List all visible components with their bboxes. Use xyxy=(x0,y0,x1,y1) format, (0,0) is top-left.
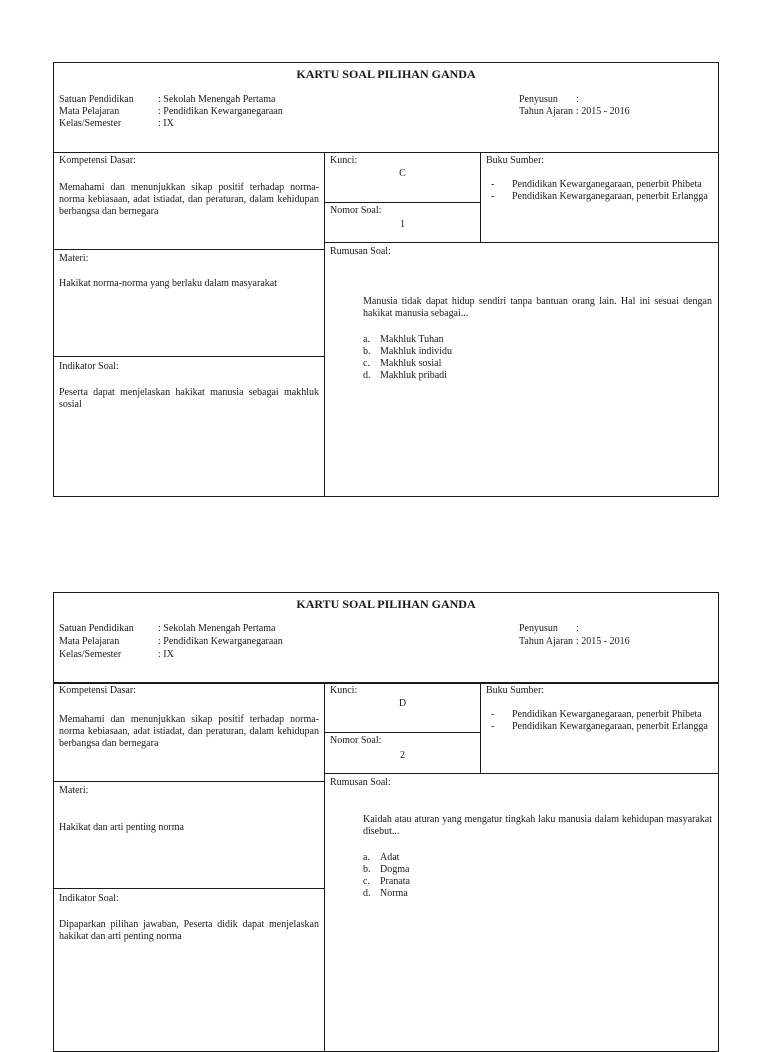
penyusun-row xyxy=(519,623,579,635)
tahun-label: Tahun Ajaran xyxy=(519,106,574,117)
options-list xyxy=(363,334,663,382)
kunci-value: D xyxy=(398,698,407,709)
option-item xyxy=(363,852,663,864)
buku-sumber-text: Pendidikan Kewarganegaraan, penerbit Erlangga xyxy=(512,191,708,202)
kelas-value: : IX xyxy=(158,649,174,660)
kompetensi-label: Kompetensi Dasar: xyxy=(59,685,136,696)
satuan-value: : Sekolah Menengah Pertama xyxy=(158,623,276,634)
penyusun-label: Penyusun xyxy=(519,623,558,634)
mapel-value: : Pendidikan Kewarganegaraan xyxy=(158,636,283,647)
card-title: KARTU SOAL PILIHAN GANDA xyxy=(296,597,476,611)
option-letter: a. xyxy=(363,334,370,345)
satuan-value: : Sekolah Menengah Pertama xyxy=(158,94,276,105)
option-letter: a. xyxy=(363,852,370,863)
option-item xyxy=(363,346,663,358)
mapel-label: Mata Pelajaran xyxy=(59,636,120,647)
buku-sumber-label: Buku Sumber: xyxy=(486,155,545,166)
rumusan-soal-label: Rumusan Soal: xyxy=(330,246,391,257)
options-list xyxy=(363,852,663,900)
buku-sumber-list xyxy=(491,709,716,733)
rumusan-soal-cell xyxy=(324,242,719,497)
indikator-cell xyxy=(53,356,325,497)
option-item xyxy=(363,370,663,382)
materi-cell xyxy=(53,781,325,889)
kelas-row xyxy=(59,649,174,661)
rumusan-soal-label: Rumusan Soal: xyxy=(330,777,391,788)
materi-label: Materi: xyxy=(59,785,89,796)
question-card-2 xyxy=(53,592,719,1052)
nomor-soal-cell xyxy=(324,202,481,243)
kunci-value: C xyxy=(399,168,406,179)
kunci-cell xyxy=(324,152,481,203)
indikator-text: Dipaparkan pilihan jawaban, Peserta didik dapat menjelaskan hakikat dan arti penting norma xyxy=(59,919,319,942)
indikator-label: Indikator Soal: xyxy=(59,893,119,904)
option-text: Makhluk individu xyxy=(380,346,452,357)
penyusun-value: : xyxy=(576,623,579,634)
option-text: Makhluk pribadi xyxy=(380,370,447,381)
buku-sumber-item xyxy=(491,191,716,203)
option-text: Norma xyxy=(380,888,408,899)
option-text: Dogma xyxy=(380,864,410,875)
buku-sumber-item xyxy=(491,179,716,191)
tahun-label: Tahun Ajaran xyxy=(519,636,574,647)
kompetensi-text: Memahami dan menunjukkan sikap positif terhadap norma-norma kebiasaan, adat istiadat, dan peraturan, dalam kehidupan berbangsa dan bernegara xyxy=(59,182,319,217)
option-letter: d. xyxy=(363,370,371,381)
indikator-text: Peserta dapat menjelaskan hakikat manusia sebagai makhluk sosial xyxy=(59,387,319,410)
tahun-row xyxy=(519,106,630,118)
materi-text: Hakikat dan arti penting norma xyxy=(59,822,184,833)
satuan-label: Satuan Pendidikan xyxy=(59,623,134,634)
mapel-value: : Pendidikan Kewarganegaraan xyxy=(158,106,283,117)
option-text: Makhluk sosial xyxy=(380,358,442,369)
kunci-label: Kunci: xyxy=(330,685,358,696)
satuan-row xyxy=(59,623,275,635)
indikator-cell xyxy=(53,888,325,1052)
buku-sumber-list xyxy=(491,179,716,203)
dash-bullet: - xyxy=(491,191,495,202)
option-letter: c. xyxy=(363,358,370,369)
kelas-label: Kelas/Semester xyxy=(59,649,122,660)
option-item xyxy=(363,358,663,370)
option-letter: c. xyxy=(363,876,370,887)
kelas-value: : IX xyxy=(158,118,174,129)
option-letter: b. xyxy=(363,864,371,875)
rumusan-soal-cell xyxy=(324,773,719,1052)
mapel-row xyxy=(59,636,283,648)
option-letter: d. xyxy=(363,888,371,899)
tahun-row xyxy=(519,636,630,648)
indikator-label: Indikator Soal: xyxy=(59,361,119,372)
kompetensi-cell xyxy=(53,152,325,250)
kelas-label: Kelas/Semester xyxy=(59,118,122,129)
mapel-label: Mata Pelajaran xyxy=(59,106,120,117)
tahun-value: : 2015 - 2016 xyxy=(576,636,630,647)
option-item xyxy=(363,864,663,876)
buku-sumber-text: Pendidikan Kewarganegaraan, penerbit Phibeta xyxy=(512,709,702,720)
buku-sumber-label: Buku Sumber: xyxy=(486,685,545,696)
buku-sumber-cell xyxy=(480,152,719,243)
kompetensi-cell xyxy=(53,682,325,782)
buku-sumber-text: Pendidikan Kewarganegaraan, penerbit Erlangga xyxy=(512,721,708,732)
kelas-row xyxy=(59,118,174,130)
kunci-label: Kunci: xyxy=(330,155,358,166)
nomor-soal-label: Nomor Soal: xyxy=(330,205,382,216)
question-card-1 xyxy=(53,62,719,497)
kunci-cell xyxy=(324,682,481,733)
question-text: Kaidah atau aturan yang mengatur tingkah laku manusia dalam kehidupan masyarakat disebut... xyxy=(363,814,712,837)
option-text: Adat xyxy=(380,852,400,863)
nomor-soal-cell xyxy=(324,732,481,774)
option-text: Pranata xyxy=(380,876,410,887)
card-header-box xyxy=(53,592,719,684)
kompetensi-text: Memahami dan menunjukkan sikap positif terhadap norma-norma kebiasaan, adat istiadat, dan peraturan, dalam kehidupan berbangsa dan bernegara xyxy=(59,714,319,749)
buku-sumber-text: Pendidikan Kewarganegaraan, penerbit Phibeta xyxy=(512,179,702,190)
dash-bullet: - xyxy=(491,709,495,720)
materi-cell xyxy=(53,249,325,357)
nomor-soal-value: 2 xyxy=(400,750,405,761)
penyusun-row xyxy=(519,94,579,106)
option-letter: b. xyxy=(363,346,371,357)
question-text: Manusia tidak dapat hidup sendiri tanpa bantuan orang lain. Hal ini sesuai dengan hakikat manusia sebagai... xyxy=(363,296,712,319)
buku-sumber-item xyxy=(491,721,716,733)
card-header-box xyxy=(53,62,719,153)
buku-sumber-cell xyxy=(480,682,719,774)
dash-bullet: - xyxy=(491,179,495,190)
mapel-row xyxy=(59,106,283,118)
materi-label: Materi: xyxy=(59,253,89,264)
option-item xyxy=(363,334,663,346)
tahun-value: : 2015 - 2016 xyxy=(576,106,630,117)
option-text: Makhluk Tuhan xyxy=(380,334,444,345)
buku-sumber-item xyxy=(491,709,716,721)
materi-text: Hakikat norma-norma yang berlaku dalam masyarakat xyxy=(59,278,277,289)
option-item xyxy=(363,876,663,888)
kompetensi-label: Kompetensi Dasar: xyxy=(59,155,136,166)
penyusun-value: : xyxy=(576,94,579,105)
dash-bullet: - xyxy=(491,721,495,732)
option-item xyxy=(363,888,663,900)
penyusun-label: Penyusun xyxy=(519,94,558,105)
nomor-soal-label: Nomor Soal: xyxy=(330,735,382,746)
satuan-row xyxy=(59,94,275,106)
satuan-label: Satuan Pendidikan xyxy=(59,94,134,105)
nomor-soal-value: 1 xyxy=(400,219,405,230)
card-title: KARTU SOAL PILIHAN GANDA xyxy=(296,67,476,81)
